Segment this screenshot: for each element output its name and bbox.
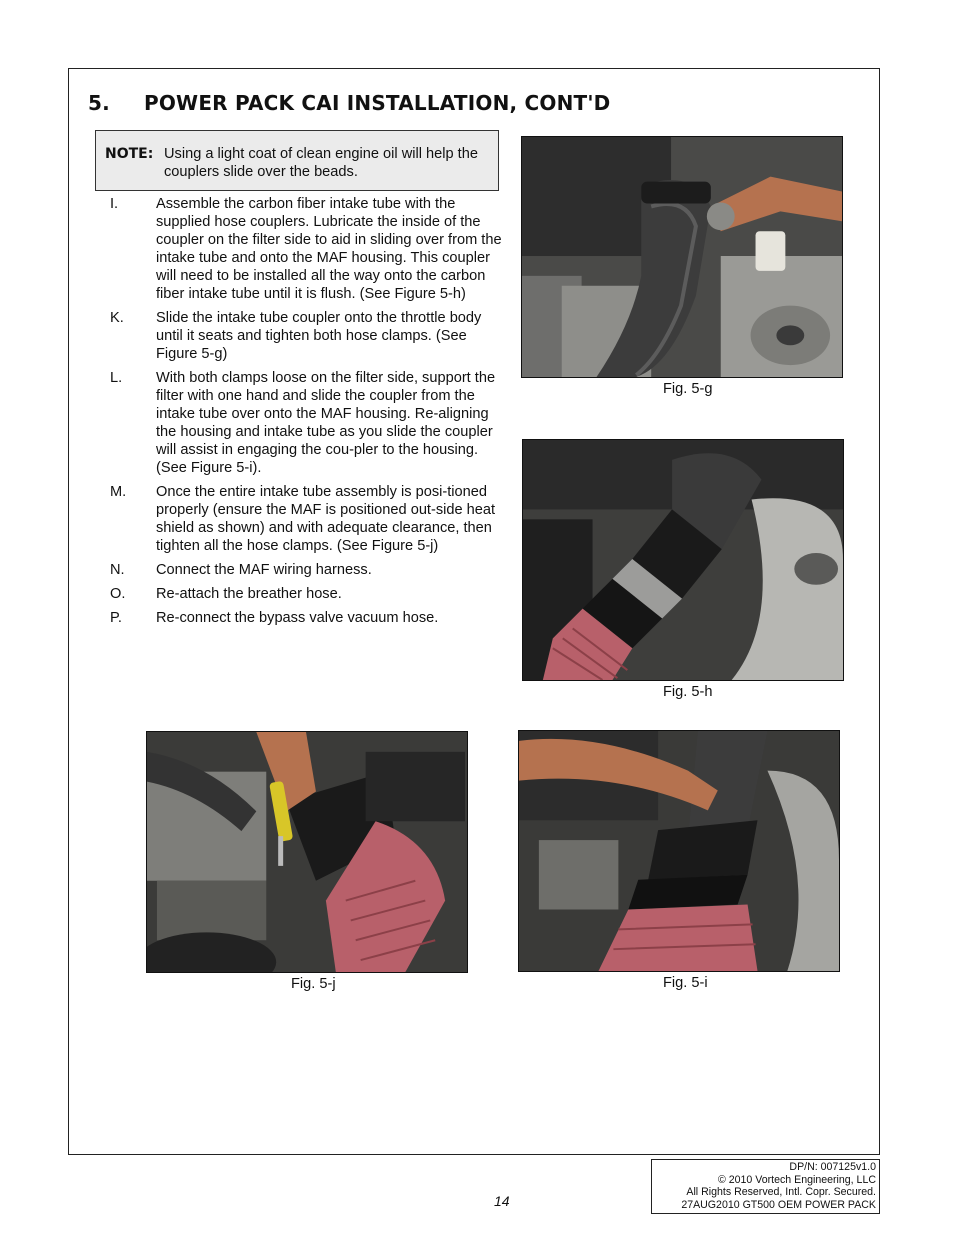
note-box bbox=[95, 130, 499, 191]
step-letter: O. bbox=[110, 586, 126, 602]
note-text: Using a light coat of clean engine oil will help the couplers slide over the beads. bbox=[164, 146, 478, 180]
note-label: NOTE: bbox=[105, 146, 154, 162]
figure-5h-caption: Fig. 5-h bbox=[663, 684, 713, 700]
step-letter: I. bbox=[110, 196, 119, 212]
step-letter: N. bbox=[110, 562, 125, 578]
figure-5g-photo bbox=[521, 136, 843, 378]
step-item bbox=[110, 561, 510, 579]
figure-5j-photo bbox=[146, 731, 468, 973]
figure-5i-caption: Fig. 5-i bbox=[663, 975, 708, 991]
step-text: With both clamps loose on the filter side, support the filter with one hand and slide the coupler from the intake tube over onto the MAF housing. Re-aligning the housing and intake tube as you slide the coupler will assist in engaging the cou-pler to the housing. (See Figure 5-i). bbox=[156, 370, 496, 476]
figure-5g-caption: Fig. 5-g bbox=[663, 381, 713, 397]
step-text: Re-connect the bypass valve vacuum hose. bbox=[156, 610, 439, 626]
step-item bbox=[110, 369, 510, 477]
document-info-box bbox=[651, 1159, 880, 1214]
section-heading bbox=[88, 91, 610, 115]
step-item bbox=[110, 585, 510, 603]
step-item bbox=[110, 309, 510, 363]
step-letter: P. bbox=[110, 610, 122, 626]
doc-copyright: © 2010 Vortech Engineering, LLC bbox=[718, 1173, 876, 1186]
doc-part-number: DP/N: 007125v1.0 bbox=[789, 1161, 876, 1173]
figure-5j-caption: Fig. 5-j bbox=[291, 976, 336, 992]
step-letter: L. bbox=[110, 370, 123, 386]
step-text: Slide the intake tube coupler onto the throttle body until it seats and tighten both hose clamps. (See Figure 5-g) bbox=[156, 310, 482, 362]
step-letter: K. bbox=[110, 310, 124, 326]
step-text: Once the entire intake tube assembly is posi-tioned properly (ensure the MAF is positioned out-side heat shield as shown) and with adequate clearance, then tighten all the hose clamps. (See Figure 5-j) bbox=[156, 484, 496, 554]
figure-5h-photo bbox=[522, 439, 844, 681]
step-text: Re-attach the breather hose. bbox=[156, 586, 342, 602]
page-number: 14 bbox=[494, 1193, 510, 1209]
doc-edition: 27AUG2010 GT500 OEM POWER PACK bbox=[681, 1198, 876, 1211]
doc-rights: All Rights Reserved, Intl. Copr. Secured. bbox=[686, 1186, 876, 1199]
step-text: Assemble the carbon fiber intake tube with the supplied hose couplers. Lubricate the inside of the coupler on the filter side to aid in sliding over from the intake tube and onto the MAF housing. This coupler will need to be installed all the way onto the carbon fiber intake tube until it is flush. (See Figure 5-h) bbox=[156, 196, 502, 302]
step-item bbox=[110, 609, 510, 627]
instruction-steps bbox=[110, 195, 510, 633]
step-text: Connect the MAF wiring harness. bbox=[156, 562, 372, 578]
step-letter: M. bbox=[110, 484, 127, 500]
step-item bbox=[110, 195, 510, 303]
section-title: POWER PACK CAI INSTALLATION, CONT'D bbox=[144, 91, 611, 115]
figure-5i-photo bbox=[518, 730, 840, 972]
section-number: 5. bbox=[88, 91, 110, 115]
step-item bbox=[110, 483, 510, 555]
